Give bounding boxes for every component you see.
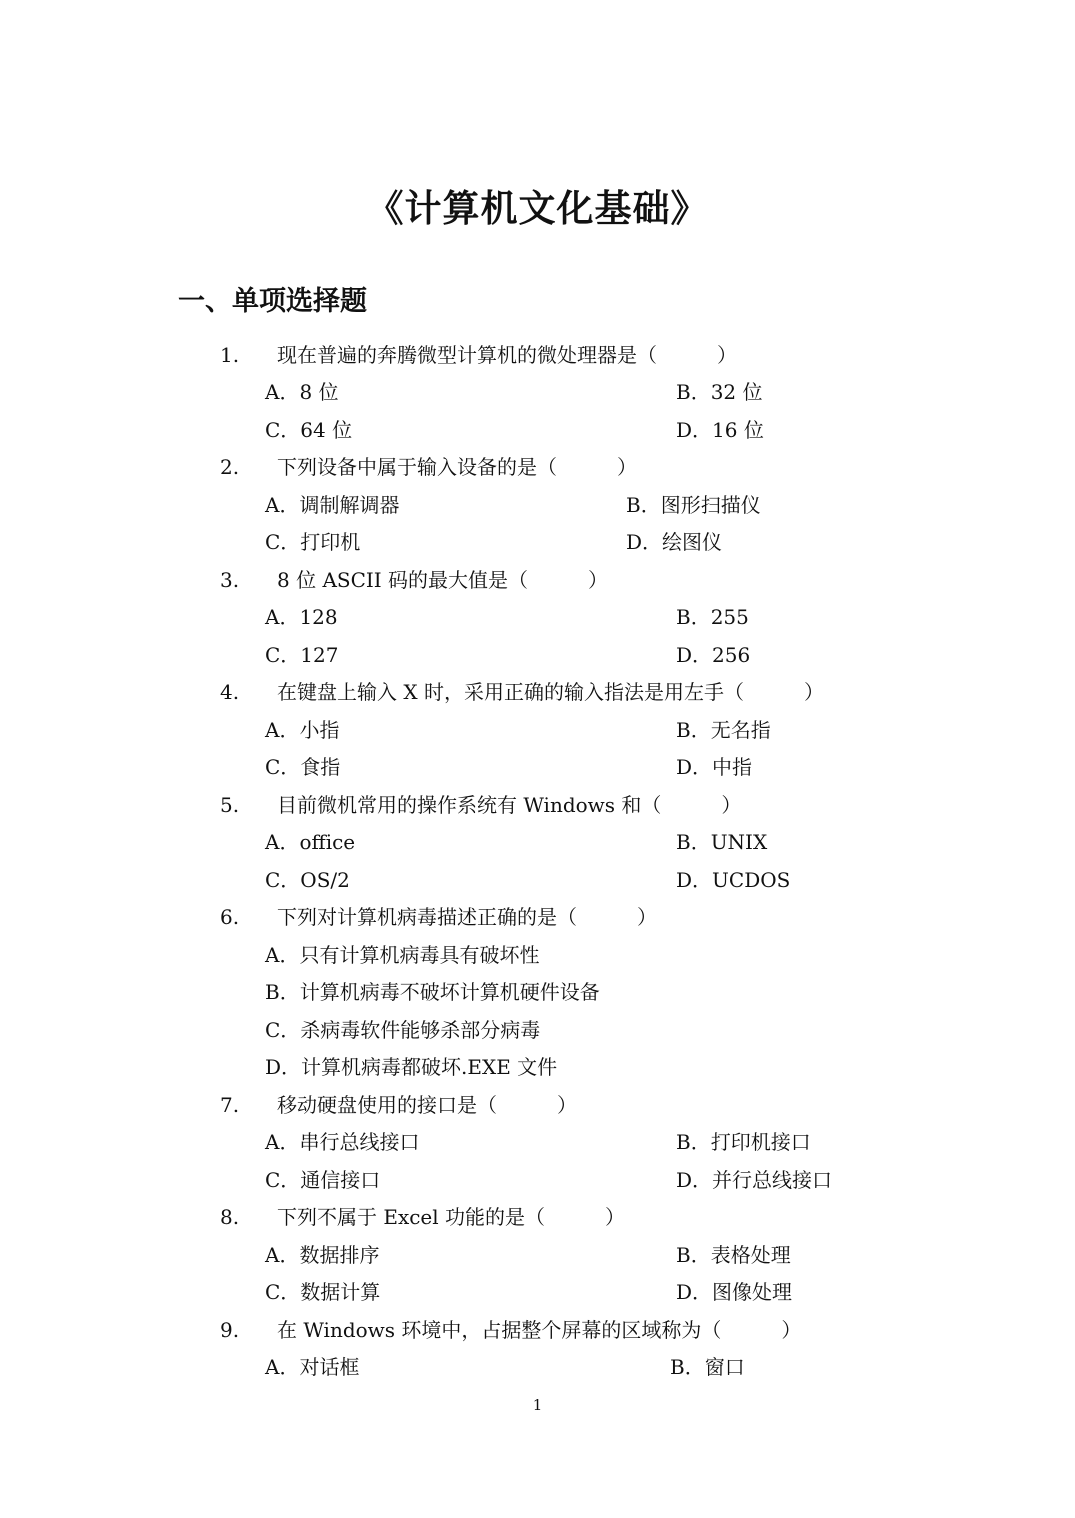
option-c: C．64 位 bbox=[265, 418, 353, 442]
option-c: C．127 bbox=[265, 643, 339, 667]
option-a: A．128 bbox=[265, 605, 338, 629]
question-stem: 在 Windows 环境中，占据整个屏幕的区域称为（ ） bbox=[277, 1318, 802, 1342]
page-number: 1 bbox=[532, 1396, 543, 1414]
option-c: C．数据计算 bbox=[265, 1280, 381, 1304]
option-a: A．只有计算机病毒具有破坏性 bbox=[265, 943, 540, 967]
option-a: A．office bbox=[265, 830, 356, 854]
section-heading: 一、单项选择题 bbox=[178, 286, 367, 317]
option-b: B．打印机接口 bbox=[676, 1130, 811, 1154]
option-a: A．数据排序 bbox=[265, 1243, 380, 1267]
question-number: 9. bbox=[220, 1318, 240, 1342]
option-b: B．255 bbox=[676, 605, 749, 629]
option-b: B．32 位 bbox=[676, 380, 763, 404]
option-b: B．无名指 bbox=[676, 718, 771, 742]
question-stem: 下列不属于 Excel 功能的是（ ） bbox=[277, 1205, 626, 1229]
question-stem: 目前微机常用的操作系统有 Windows 和（ ） bbox=[277, 793, 742, 817]
question-number: 6. bbox=[220, 905, 240, 929]
option-c: C．食指 bbox=[265, 755, 341, 779]
option-d: D．绘图仪 bbox=[626, 530, 723, 554]
question-number: 1. bbox=[220, 343, 240, 367]
option-d: D．中指 bbox=[676, 755, 753, 779]
option-b: B．窗口 bbox=[670, 1355, 745, 1379]
option-c: C．打印机 bbox=[265, 530, 361, 554]
option-d: D．计算机病毒都破坏.EXE 文件 bbox=[265, 1055, 558, 1079]
question-stem: 在键盘上输入 X 时，采用正确的输入指法是用左手（ ） bbox=[277, 680, 824, 704]
question-number: 7. bbox=[220, 1093, 240, 1117]
question-stem: 下列设备中属于输入设备的是（ ） bbox=[277, 455, 637, 479]
option-a: A．串行总线接口 bbox=[265, 1130, 420, 1154]
option-d: D．256 bbox=[676, 643, 751, 667]
option-b: B．UNIX bbox=[676, 830, 768, 854]
question-stem: 移动硬盘使用的接口是（ ） bbox=[277, 1093, 577, 1117]
option-a: A．小指 bbox=[265, 718, 340, 742]
option-b: B．计算机病毒不破坏计算机硬件设备 bbox=[265, 980, 600, 1004]
question-stem: 8 位 ASCII 码的最大值是（ ） bbox=[277, 568, 609, 592]
option-a: A．8 位 bbox=[265, 380, 339, 404]
option-d: D．图像处理 bbox=[676, 1280, 793, 1304]
option-b: B．表格处理 bbox=[676, 1243, 791, 1267]
question-number: 2. bbox=[220, 455, 240, 479]
option-d: D．UCDOS bbox=[676, 868, 791, 892]
option-d: D．16 位 bbox=[676, 418, 764, 442]
option-b: B．图形扫描仪 bbox=[626, 493, 761, 517]
question-number: 3. bbox=[220, 568, 240, 592]
option-a: A．对话框 bbox=[265, 1355, 360, 1379]
question-stem: 下列对计算机病毒描述正确的是（ ） bbox=[277, 905, 657, 929]
document-title: 《计算机文化基础》 bbox=[366, 187, 709, 230]
option-a: A．调制解调器 bbox=[265, 493, 400, 517]
option-c: C．杀病毒软件能够杀部分病毒 bbox=[265, 1018, 541, 1042]
option-c: C．OS/2 bbox=[265, 868, 350, 892]
question-number: 8. bbox=[220, 1205, 240, 1229]
option-c: C．通信接口 bbox=[265, 1168, 381, 1192]
option-d: D．并行总线接口 bbox=[676, 1168, 833, 1192]
question-stem: 现在普遍的奔腾微型计算机的微处理器是（ ） bbox=[277, 343, 737, 367]
question-number: 5. bbox=[220, 793, 240, 817]
question-number: 4. bbox=[220, 680, 240, 704]
